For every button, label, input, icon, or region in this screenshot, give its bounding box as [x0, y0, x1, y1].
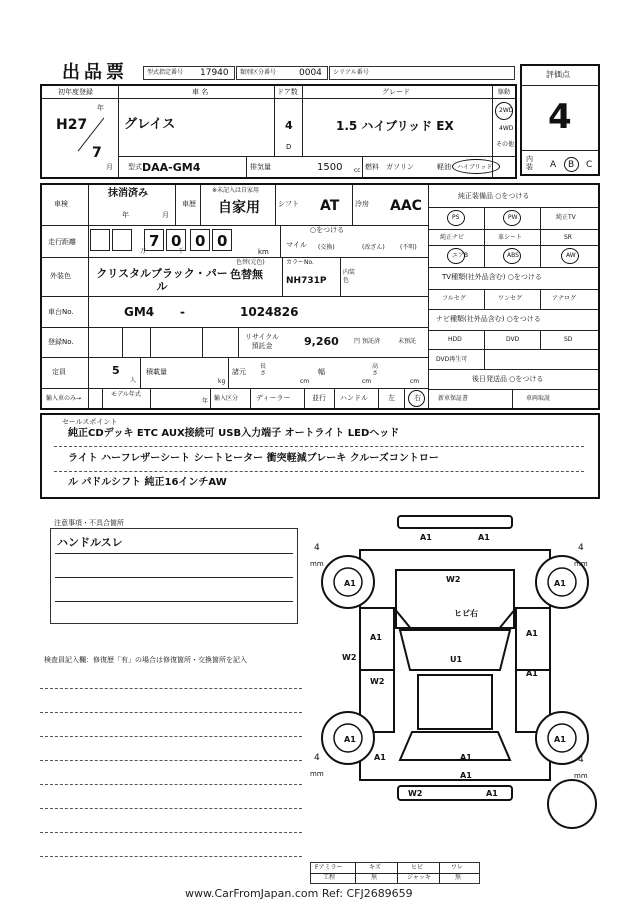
interior-a: A — [550, 160, 557, 170]
grade: 1.5 ハイブリッド EX — [336, 119, 454, 133]
mark-quarter-rr: A1 — [554, 735, 566, 744]
mark-door-fl: A1 — [370, 633, 382, 642]
displacement: 1500 — [317, 162, 343, 173]
interior-b: B — [568, 160, 575, 170]
chassis-number: 1024826 — [240, 305, 299, 319]
mark-rear-pillar: A1 — [374, 753, 386, 762]
vehicle-block: 初年度登録 H27 年 7 月 車 名 グレイス ドア数 4 D グレード 1.5 ハイブリッド EX 駆動 2WD 4WD その他 型式 DAA-GM4 排気量 1500 cc 燃料 ガソリン 軽油 ハイブリッド — [40, 84, 517, 179]
shift: AT — [320, 198, 340, 214]
sales-line-1: 純正CDデッキ ETC AUX接続可 USB入力端子 オートライト LEDヘッド — [68, 428, 400, 439]
mark-rear-bumper-r: A1 — [486, 789, 498, 798]
model-code: DAA-GM4 — [142, 161, 201, 174]
inspector-line — [40, 856, 302, 857]
interior-c: C — [586, 160, 593, 170]
equip-pw: PW — [508, 214, 518, 221]
mark-front-bumper-l: A1 — [420, 533, 432, 542]
color-change: 色替無 — [230, 268, 263, 281]
svg-text:mm: mm — [310, 770, 324, 778]
equip-sr: SR — [564, 234, 572, 241]
mark-rear-bumper-l: W2 — [408, 789, 423, 798]
notes-box — [50, 528, 298, 624]
inspection: 抹消済み — [108, 188, 148, 199]
inspector-line — [40, 760, 302, 761]
tire-depth-rl: 4 — [314, 753, 320, 763]
color-number: NH731P — [286, 276, 327, 286]
tire-depth-fl: 4 — [314, 543, 320, 553]
mileage-digit — [90, 229, 110, 251]
fuel-gasoline: ガソリン — [386, 163, 414, 171]
equip-ps: PS — [452, 214, 460, 221]
history: 自家用 — [218, 200, 260, 216]
tire-depth-rr: 4 — [578, 755, 584, 765]
form-title: 出品票 — [62, 62, 128, 83]
inspector-label: 検査員記入欄：修復歴「有」の場合は修復箇所・交換箇所を記入 — [44, 656, 247, 664]
tire-depth-fr: 4 — [578, 543, 584, 553]
notes-text: ハンドルスレ — [57, 536, 123, 549]
mark-windshield: ヒビ右 — [454, 609, 478, 618]
class-number: 0004 — [299, 68, 322, 78]
mark-fender-fl: A1 — [344, 579, 356, 588]
serial-cell: シリアル番号 — [329, 66, 515, 80]
equip-airbag: エアB — [452, 252, 469, 259]
legend-table: Fアミラー キズ ヒビ ワレ 工程 無 ジャッキ 無 — [310, 862, 480, 884]
mark-rear-panel: A1 — [460, 771, 472, 780]
equip-leather: 革シート — [498, 234, 523, 241]
watermark: www.CarFromJapan.com Ref: CFJ2689659 — [185, 887, 413, 900]
fuel-hybrid: ハイブリッド — [457, 164, 493, 171]
mileage-digit: 7 — [144, 229, 164, 251]
grade-score-box: 評価点 4 内装 A B C — [520, 64, 600, 176]
inspector-line — [40, 808, 302, 809]
equip-navi: 純正ナビ — [440, 234, 465, 241]
details-block: 車検 抹消済み 年 月 車歴 ※未記入は自家用 自家用 シフト AT 冷房 AAC 走行距離 万 千 km ○をつける マイル (交換) (改ざん) (不明) 外装色 クリスタルブラック・パール 色替(元色) 色替無 カラーNo. NH731P 内装色 車台No. GM4 - 1024826 登録No. リサイクル預託金 9,260 円 預託済 未預託 定員 5 人 積載量 kg 諸元 長さ cm 幅 cm 高さ cm 輸入車のみ→ モデル年式 年 輸入区分 ディーラー 並行 ハンドル 左 右 純正装備品 ○をつける PS PW 純正TV 純正ナビ 革シート SR エアB ABS AW TV種類(社外品含む) ○をつける フルセグ ワンセグ アナログ ナビ種類(社外品含む) ○をつける HDD DVD SD DVD再生可 後日発送品 ○をつける 新車保証書 車両取説 — [40, 183, 600, 410]
svg-text:mm: mm — [574, 772, 588, 780]
sales-line-2: ライト ハーフレザーシート シートヒーター 衝突軽減ブレーキ クルーズコントロー — [68, 453, 439, 464]
svg-text:mm: mm — [310, 560, 324, 568]
class-number-cell: 類別区分番号 0004 — [236, 66, 328, 80]
drive-4wd: 4WD — [499, 125, 514, 132]
inspector-line — [40, 688, 302, 689]
car-name: グレイス — [124, 117, 176, 132]
grade-score: 4 — [548, 97, 572, 137]
first-reg-year: H27 — [56, 117, 88, 133]
chassis-prefix: GM4 — [124, 305, 155, 319]
handle-right: 右 — [414, 394, 421, 402]
svg-text:mm: mm — [574, 560, 588, 568]
mark-front-bumper-r: A1 — [478, 533, 490, 542]
car-diagram — [300, 510, 600, 840]
fuel-diesel: 軽油 — [437, 163, 451, 171]
mark-quarter-rl: A1 — [344, 735, 356, 744]
model-designation-cell: 型式指定番号 17940 — [143, 66, 235, 80]
mileage-digit: 0 — [166, 229, 186, 251]
model-designation: 17940 — [200, 68, 229, 78]
mark-roof: U1 — [450, 655, 463, 664]
mileage-digit: 0 — [190, 229, 210, 251]
doors: 4 — [285, 119, 293, 132]
first-reg-month: 7 — [92, 145, 102, 161]
drive-other: その他 — [496, 141, 515, 148]
mark-hood: W2 — [446, 575, 461, 584]
capacity: 5 — [112, 364, 120, 377]
inspector-line — [40, 736, 302, 737]
equip-aw: AW — [566, 252, 576, 259]
mark-door-rr: A1 — [526, 669, 538, 678]
air-conditioner: AAC — [390, 198, 422, 214]
mark-sill-l: W2 — [342, 653, 357, 662]
recycle-fee: 9,260 — [304, 335, 339, 348]
equip-abs: ABS — [507, 252, 519, 259]
inspector-line — [40, 784, 302, 785]
inspector-line — [40, 712, 302, 713]
sales-line-3: ル パドルシフト 純正16インチAW — [68, 477, 227, 488]
equip-tv: 純正TV — [556, 214, 576, 221]
inspector-line — [40, 832, 302, 833]
sales-points-block: セールスポイント 純正CDデッキ ETC AUX接続可 USB入力端子 オートライト LEDヘッド ライト ハーフレザーシート シートヒーター 衝突軽減ブレーキ クルーズコントロー ル パドルシフト 純正16インチAW — [40, 413, 600, 499]
exterior-color: クリスタルブラック・パール — [96, 267, 228, 293]
drive-2wd: 2WD — [499, 107, 514, 114]
mark-fender-fr: A1 — [554, 579, 566, 588]
mark-trunk: A1 — [460, 753, 472, 762]
mileage-digit: 0 — [212, 229, 232, 251]
mileage-digit — [112, 229, 132, 251]
mark-door-rl: W2 — [370, 677, 385, 686]
mark-door-fr: A1 — [526, 629, 538, 638]
